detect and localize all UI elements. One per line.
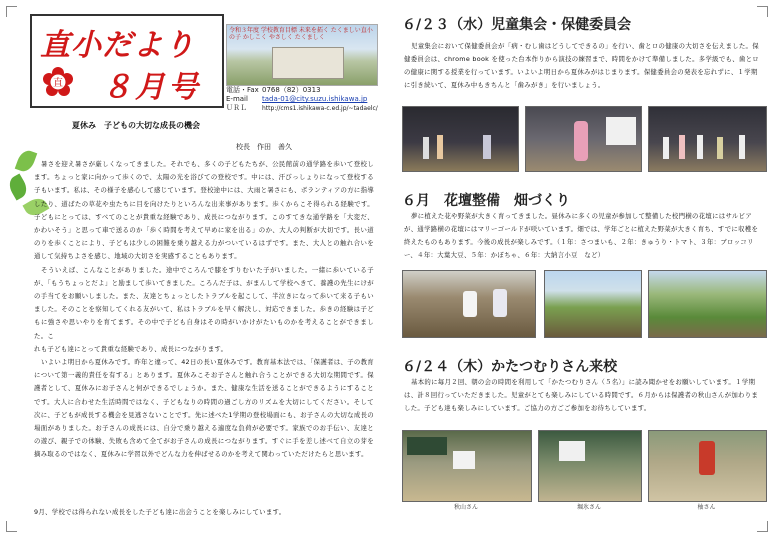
newsletter-issue: ８月号: [102, 70, 201, 105]
newsletter-title: 直小だより: [40, 28, 195, 63]
url-label: ＵＲＬ: [226, 104, 247, 112]
section-paragraph: 基本的に毎月２回、朝の会の時間を利用して「かたつむりさん（５名）」に読み聞かせをお願いしています。１学期は、計８回行っていただきました。児童がとても楽しみにしている時間です。６月からは保護者の秋山さんが加わりました。子ども達も楽しみにしています。ご協力の方ごご参加をお待ちしています。: [404, 378, 759, 412]
url-link[interactable]: http://cms1.ishikawa-c.ed.jp/~tadaelc/: [262, 105, 378, 112]
leaf-decoration: [6, 173, 31, 200]
section-paragraph: 夢に植えた花や野菜が大きく育ってきました。昼休みに多くの児童が参加して整備した校門横の花壇にはサルビアが、通学路横の花壇にはマリーゴールドが咲いています。畑では、学年ごとに植えた野菜が大きく育ち、すでに収穫を終えたものもあります。今後の成長が楽しみです。（１年：さつまいも、２年：きゅうり・トマト、３年：ブロッコリー、４年：大葉大豆、５年：かぼちゃ、６年：大納言小豆 など）: [404, 212, 759, 259]
garden-photo-field: [544, 270, 642, 338]
section-body-garden: [404, 210, 764, 274]
masthead: [30, 14, 384, 110]
garden-photo-planting: [402, 270, 536, 338]
section-body-storytelling: [404, 376, 764, 428]
assembly-photo-group: [648, 106, 767, 172]
photo-caption: 秋山さん: [453, 504, 478, 511]
page-corner-mark: [6, 6, 17, 17]
section-heading-storytelling: ６/２４（木）かたつむりさん来校: [402, 359, 618, 375]
article-body: [34, 158, 374, 498]
tel-label: 電話・Fax: [226, 86, 259, 94]
article-closing: 9月、学校では得られない成長をした子ども達に出会うことを楽しみにしています。: [34, 508, 286, 516]
section-paragraph: 児童集会において保健委員会が「病・むし歯はどうしてできるの」を行い、歯とロの健康の大切さを伝えました。保健委員会は、chrome book を使った台本作りから演技の練習まで、時間をかけて準備しました。多学級でも、歯とロの健康に関する授業を行っています。いよいよ明日から夏休みがはじまります。保健委員会の発表を忘れずに、１学期に引き続いて、夏休み中もきちんと「歯みがき」を行いましょう。: [404, 42, 759, 89]
assembly-photo-skit: [525, 106, 642, 172]
article-paragraph: いよいよ明日から夏休みです。昨年と違って、42日の長い夏休みです。教育基本法では、「保護者は、子の教育について第一義的責任を有する」とあります。夏休みこそお子さんと触れ合うことができる大切な期間です。保護者として、夏休みにお子さんと何ができるでしょうか。また、健康な生活を送ることができるようにすることです。大人に合わせた生活時間ではなく、子どもなりの時間の過ごし方のリズムを大切にしてください。そして次に、子どもが成長する機会を見逃さないことです。先に述べた1学期の登校場面にも、お子さんの大切な成長の場面がありました。お子さんの成長には、自分で乗り越える適度な負荷が必要です。家族でのお手伝い、友達との遊び、親子での体験、失敗も含めて全てがお子さんの成長につながります。すぐに手を差し述べて自立の芽を摘み取るのではなく、夏休みに学習以外でどんな力を伸ばせるのかを考えて関わっていただけたらと思います。: [34, 358, 374, 459]
article-author: 校長 作田 善久: [236, 143, 292, 151]
section-heading-garden: ６月 花壇整備 畑づくり: [402, 193, 570, 209]
school-emblem-icon: [42, 66, 74, 98]
email-link[interactable]: tada-01@city.suzu.ishikawa.jp: [262, 95, 368, 103]
school-motto: 令和３年度 学校教育目標 未来を拓く たくましい直小の子 かしこく やさしく たくましく: [229, 27, 373, 41]
school-building-photo: [226, 24, 378, 86]
assembly-photo-stage: [402, 106, 519, 172]
storytelling-photo-1: [402, 430, 532, 502]
article-paragraph: そういえば、こんなことがありました。途中でころんで膝をすりむいた子がいました。一緒に歩いている子が、「もうちょっとだよ」と励まして歩いてきました。ころんだ子は、がまんして学校へきて、養護の先生にけがの手当てをお願いしました。また、友達とちょっとしたトラブルを起こして、半泣きになって歩いて来る子もいました。そのことを察知してくれる友がいて、私はトラブルを早く解決し、対応できました。歩きの経験は子どもに強さや思いやりを育てます。その中で子ども自身はその時がいかけがたいものかを考えることができました。こ: [34, 265, 374, 340]
tel-number: 0768（82）0313: [262, 86, 321, 94]
email-label: E-mail: [226, 95, 248, 103]
newsletter-title-box: [30, 14, 224, 108]
page-corner-mark: [757, 521, 768, 532]
photo-caption: 柚さん: [697, 504, 716, 511]
section-body-assembly: [404, 40, 764, 106]
article-paragraph: れも子ども達にとって貴重な経験であり、成長につながります。: [34, 344, 228, 353]
school-building: [272, 47, 344, 79]
garden-photo-vegetables: [648, 270, 767, 338]
page-corner-mark: [757, 6, 768, 17]
article-title: 夏休み 子どもの大切な成長の機会: [72, 121, 200, 130]
emblem-text: 直: [53, 78, 63, 89]
storytelling-photo-2: [538, 430, 642, 502]
page-corner-mark: [6, 521, 17, 532]
storytelling-photo-3: [648, 430, 767, 502]
article-paragraph: 暑さを迎え暑さが厳しくなってきました。それでも、多くの子どもたちが、公民館前の通学路を歩いて登校します。ちょっと家に向かって歩くので、太陽の光を浴びての登校です。中には、汗びっしょりになって登校する子もいます。私は、その様子を感心して感じています。登校途中には、大雨と暑さにも、ボランティアの方に指導したり、道ばたの草花や虫たちに目を向けたりといろんな出来事があります。歩くからこそ得られる経験です。子どもにとっては、すべてのことが貴重な経験であり、成長につながります。このすてきな通学路を「大変だ、かわいそう」と思って車で送るのか「歩く時間を考えて早めに家を出る」のか、大人の判断が大切です。長い道のりを歩くことにより、子どもは少しの困難を乗り越える力がついているはずです。また、大人との触れ合いを通して気持ちよさを感じ、地域の大切さを実感することもあります。: [34, 160, 374, 261]
photo-caption: 堀氷さん: [576, 504, 601, 511]
section-heading-assembly: ６/２３（水）児童集会・保健委員会: [402, 17, 632, 33]
contact-info: [226, 86, 378, 113]
